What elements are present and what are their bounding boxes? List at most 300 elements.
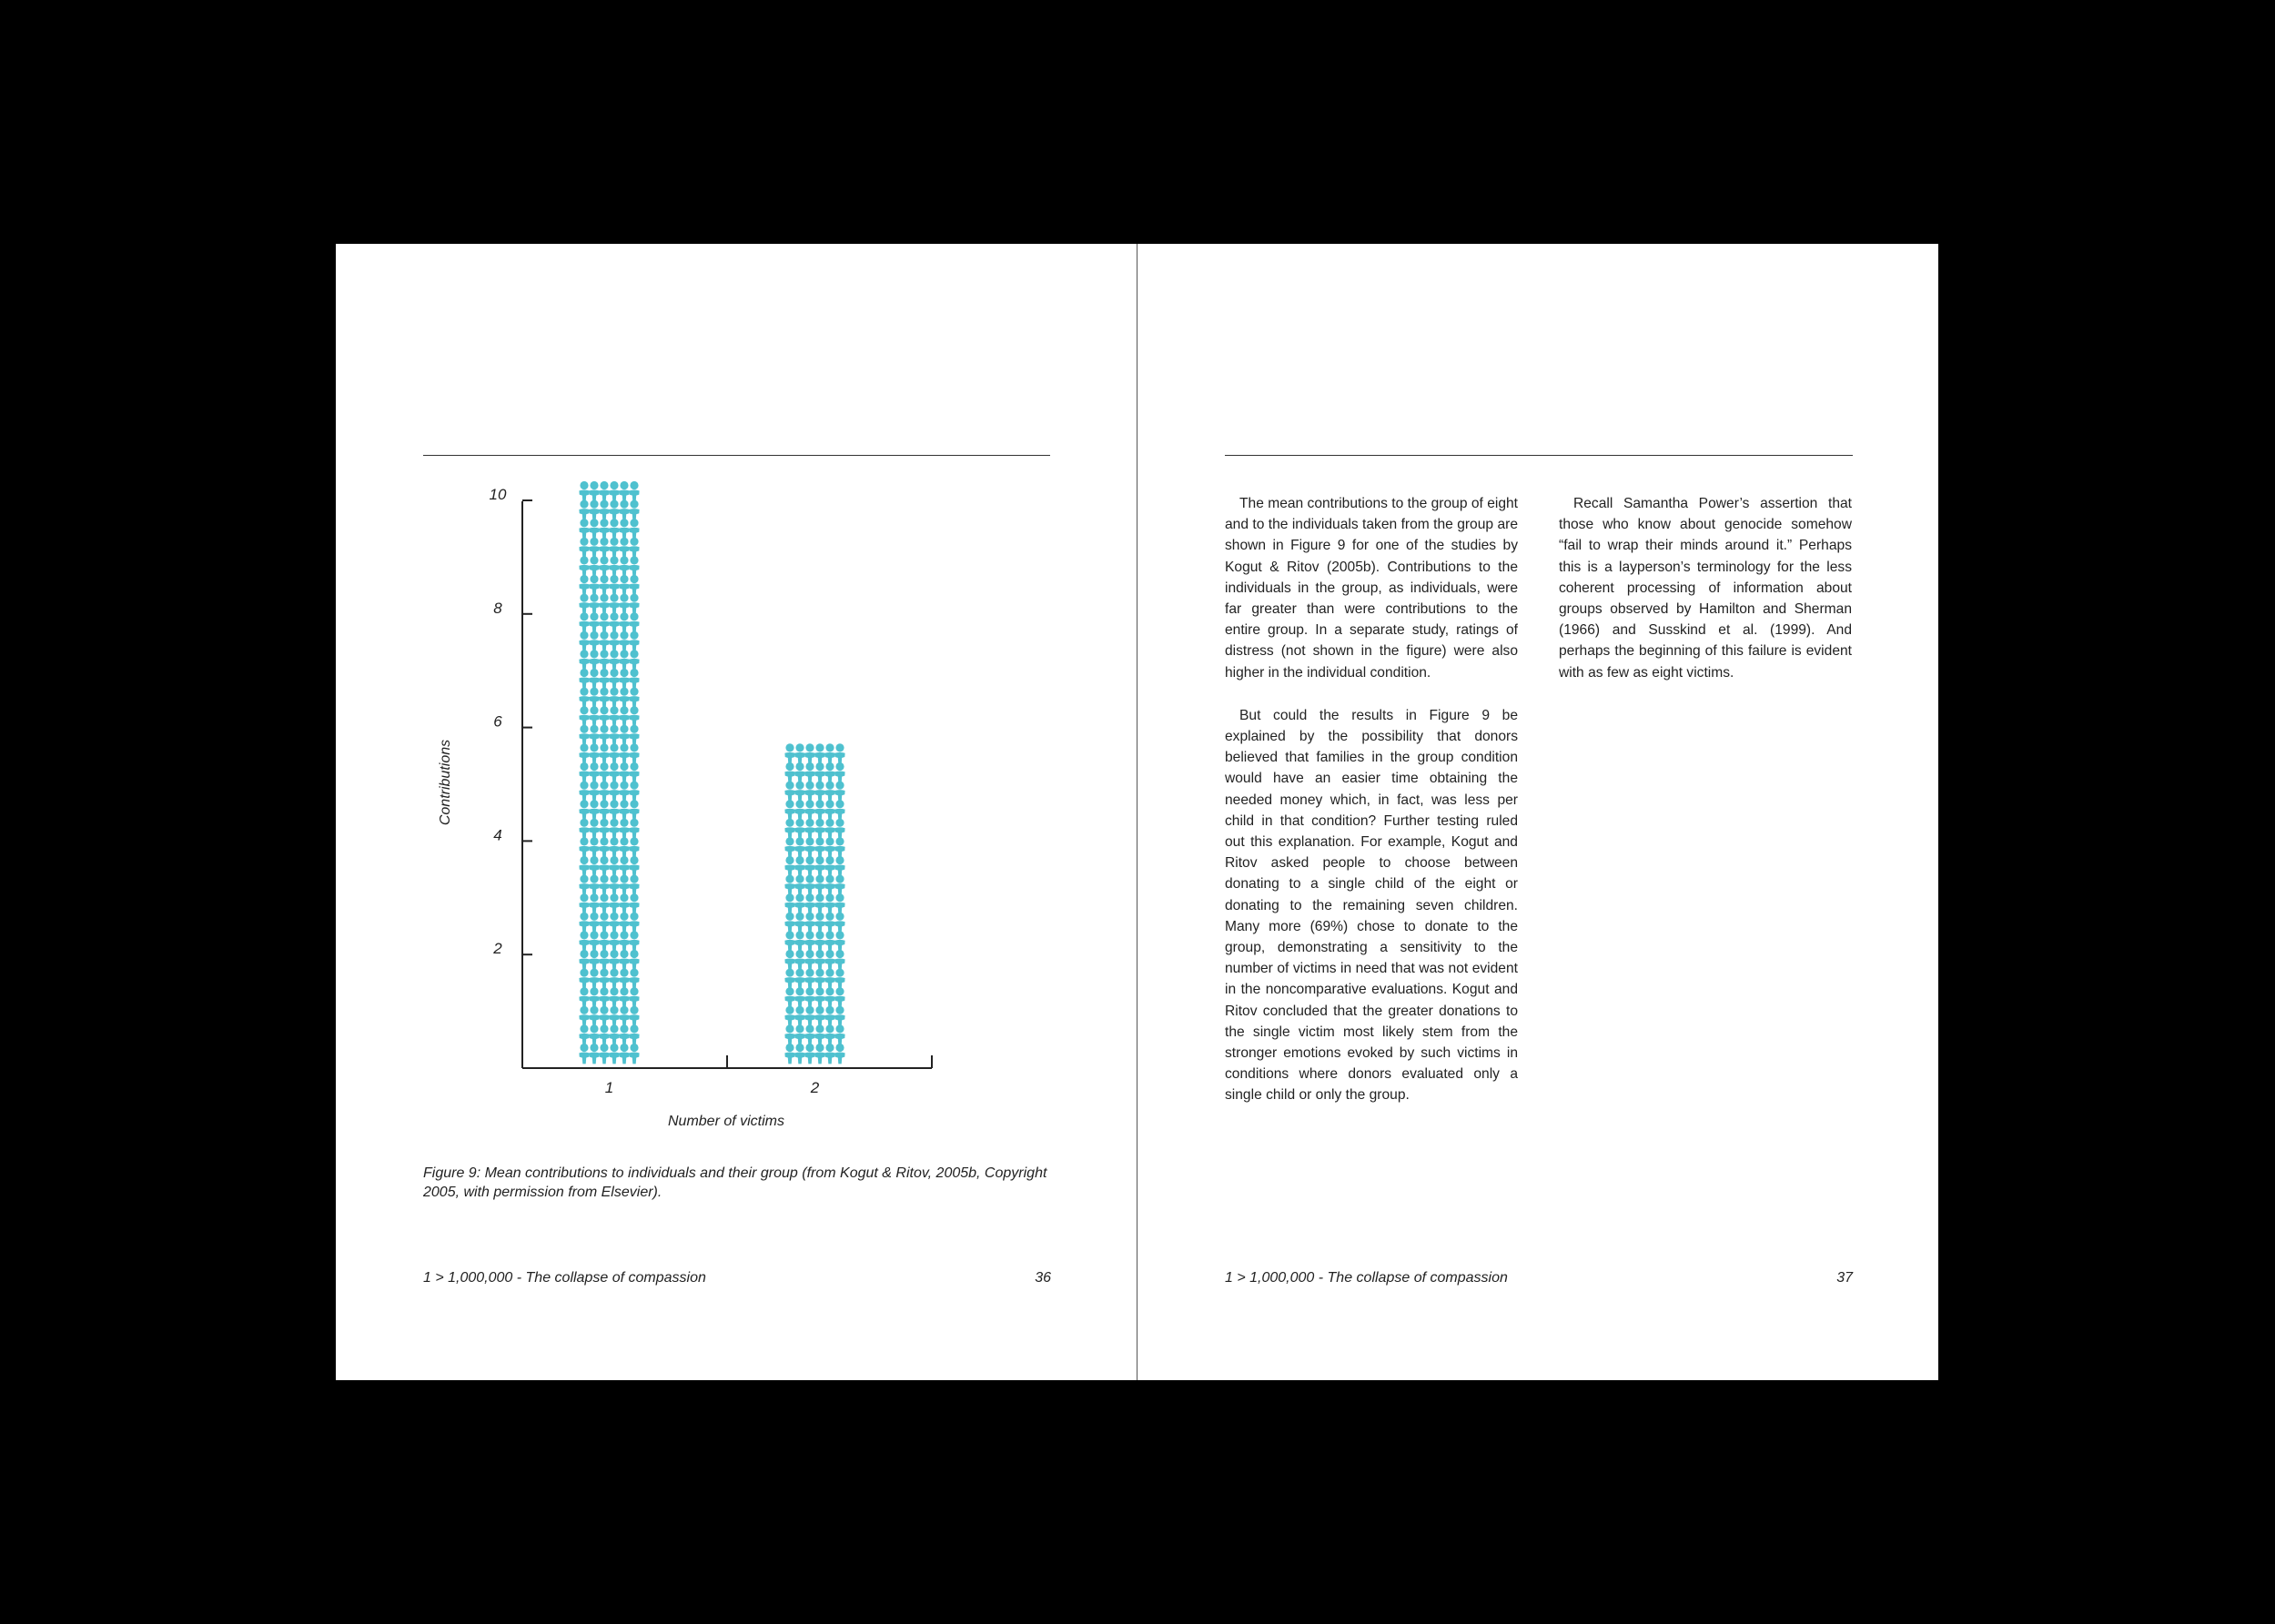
person-icon — [629, 481, 639, 502]
person-icon — [629, 819, 639, 840]
person-icon — [579, 706, 589, 727]
person-icon — [599, 594, 609, 615]
person-icon — [589, 650, 599, 671]
person-icon — [579, 931, 589, 952]
person-icon — [599, 893, 609, 913]
person-icon — [824, 819, 834, 840]
person-icon — [599, 538, 609, 559]
person-icon — [619, 1006, 629, 1027]
person-icon — [579, 875, 589, 896]
person-icon — [609, 725, 619, 746]
x-tick-label: 1 — [604, 1079, 614, 1096]
person-icon — [579, 1044, 589, 1064]
person-icon — [619, 481, 629, 502]
person-icon — [619, 913, 629, 933]
x-axis-title: Number of victims — [667, 1114, 785, 1129]
person-icon — [619, 931, 629, 952]
person-icon — [609, 987, 619, 1007]
person-icon — [609, 969, 619, 990]
person-icon — [629, 800, 639, 820]
person-icon — [824, 969, 834, 990]
y-axis-title: Contributions — [438, 739, 453, 826]
person-icon — [589, 969, 599, 990]
person-icon — [834, 782, 844, 802]
person-icon — [629, 893, 639, 913]
person-icon — [804, 762, 814, 783]
person-icon — [629, 837, 639, 857]
person-icon — [629, 556, 639, 577]
person-icon — [814, 950, 824, 971]
person-icon — [609, 782, 619, 802]
person-icon — [609, 650, 619, 671]
person-icon — [609, 500, 619, 521]
bar-2 — [784, 743, 844, 1064]
person-icon — [619, 556, 629, 577]
person-icon — [619, 987, 629, 1007]
person-icon — [784, 762, 794, 783]
person-icon — [619, 519, 629, 540]
person-icon — [794, 762, 804, 783]
person-icon — [599, 1024, 609, 1045]
person-icon — [589, 725, 599, 746]
person-icon — [589, 612, 599, 633]
person-icon — [589, 594, 599, 615]
person-icon — [619, 1044, 629, 1064]
person-icon — [784, 1044, 794, 1064]
paragraph: Recall Samantha Power’s assertion that those who know about genocide somehow “fail to wrap their minds around it.” Perhaps this is a layperson’s terminology for the less coherent processing of information about groups observed by Hamilton and Sherman (1966) and Susskind et al. (1999). And perhaps the beginning of this failure is evident with as few as eight victims. — [1559, 496, 1852, 681]
person-icon — [579, 987, 589, 1007]
person-icon — [619, 782, 629, 802]
y-tick-label: 10 — [489, 486, 507, 503]
person-icon — [814, 893, 824, 913]
person-icon — [824, 931, 834, 952]
person-icon — [794, 931, 804, 952]
person-icon — [579, 762, 589, 783]
person-icon — [629, 519, 639, 540]
person-icon — [579, 650, 589, 671]
person-icon — [784, 837, 794, 857]
person-icon — [599, 1044, 609, 1064]
person-icon — [579, 893, 589, 913]
person-icon — [589, 743, 599, 763]
person-icon — [629, 931, 639, 952]
person-icon — [784, 931, 794, 952]
person-icon — [629, 762, 639, 783]
chart-bars — [579, 481, 844, 1064]
person-icon — [579, 800, 589, 820]
person-icon — [599, 856, 609, 877]
person-icon — [824, 1044, 834, 1064]
person-icon — [609, 837, 619, 857]
person-icon — [834, 931, 844, 952]
person-icon — [834, 743, 844, 763]
person-icon — [579, 1006, 589, 1027]
person-icon — [834, 837, 844, 857]
person-icon — [794, 800, 804, 820]
person-icon — [794, 893, 804, 913]
person-icon — [794, 969, 804, 990]
person-icon — [794, 987, 804, 1007]
person-icon — [794, 913, 804, 933]
person-icon — [794, 819, 804, 840]
person-icon — [599, 782, 609, 802]
person-icon — [609, 1006, 619, 1027]
person-icon — [619, 594, 629, 615]
person-icon — [599, 950, 609, 971]
person-icon — [824, 837, 834, 857]
person-icon — [804, 743, 814, 763]
person-icon — [794, 856, 804, 877]
person-icon — [579, 669, 589, 690]
person-icon — [834, 762, 844, 783]
person-icon — [804, 969, 814, 990]
person-icon — [629, 1044, 639, 1064]
person-icon — [629, 650, 639, 671]
person-icon — [834, 1024, 844, 1045]
person-icon — [599, 837, 609, 857]
person-icon — [609, 913, 619, 933]
person-icon — [589, 913, 599, 933]
person-icon — [589, 819, 599, 840]
person-icon — [589, 762, 599, 783]
person-icon — [784, 969, 794, 990]
person-icon — [629, 913, 639, 933]
person-icon — [589, 500, 599, 521]
person-icon — [609, 743, 619, 763]
person-icon — [784, 893, 794, 913]
person-icon — [824, 950, 834, 971]
person-icon — [629, 743, 639, 763]
person-icon — [609, 1044, 619, 1064]
person-icon — [619, 819, 629, 840]
footer-title: 1 > 1,000,000 - The collapse of compassion — [423, 1270, 706, 1286]
person-icon — [579, 837, 589, 857]
person-icon — [599, 631, 609, 652]
person-icon — [589, 782, 599, 802]
person-icon — [589, 800, 599, 820]
person-icon — [599, 913, 609, 933]
person-icon — [589, 856, 599, 877]
person-icon — [834, 875, 844, 896]
person-icon — [609, 706, 619, 727]
person-icon — [619, 762, 629, 783]
person-icon — [619, 650, 629, 671]
person-icon — [629, 875, 639, 896]
person-icon — [579, 556, 589, 577]
person-icon — [804, 800, 814, 820]
person-icon — [599, 725, 609, 746]
person-icon — [619, 706, 629, 727]
person-icon — [619, 500, 629, 521]
person-icon — [784, 856, 794, 877]
person-icon — [834, 1006, 844, 1027]
person-icon — [629, 1024, 639, 1045]
person-icon — [804, 913, 814, 933]
person-icon — [609, 762, 619, 783]
person-icon — [589, 837, 599, 857]
person-icon — [834, 1044, 844, 1064]
person-icon — [804, 893, 814, 913]
person-icon — [814, 913, 824, 933]
person-icon — [619, 688, 629, 709]
person-icon — [609, 1024, 619, 1045]
person-icon — [784, 950, 794, 971]
person-icon — [579, 725, 589, 746]
person-icon — [814, 856, 824, 877]
person-icon — [599, 987, 609, 1007]
person-icon — [794, 782, 804, 802]
figure-caption: Figure 9: Mean contributions to individuals and their group (from Kogut & Ritov, 2005b, Copyright 2005, with permission from Elsevier). — [423, 1165, 1047, 1200]
person-icon — [599, 688, 609, 709]
person-icon — [794, 950, 804, 971]
person-icon — [784, 875, 794, 896]
person-icon — [824, 762, 834, 783]
person-icon — [784, 1024, 794, 1045]
person-icon — [579, 481, 589, 502]
person-icon — [619, 800, 629, 820]
person-icon — [824, 987, 834, 1007]
person-icon — [599, 612, 609, 633]
person-icon — [804, 856, 814, 877]
person-icon — [834, 819, 844, 840]
person-icon — [814, 782, 824, 802]
person-icon — [824, 743, 834, 763]
person-icon — [599, 706, 609, 727]
person-icon — [784, 1006, 794, 1027]
left-page — [336, 244, 1137, 1380]
chart-labels — [438, 486, 820, 1129]
person-icon — [834, 950, 844, 971]
person-icon — [804, 875, 814, 896]
person-icon — [589, 688, 599, 709]
person-icon — [629, 612, 639, 633]
person-icon — [589, 1024, 599, 1045]
person-icon — [794, 743, 804, 763]
person-icon — [629, 594, 639, 615]
person-icon — [589, 538, 599, 559]
y-tick-label: 2 — [493, 940, 502, 958]
text-column-2 — [1559, 493, 1852, 705]
person-icon — [589, 481, 599, 502]
footer-title: 1 > 1,000,000 - The collapse of compassion — [1225, 1270, 1508, 1286]
person-icon — [579, 969, 589, 990]
person-icon — [609, 875, 619, 896]
person-icon — [814, 1006, 824, 1027]
person-icon — [834, 969, 844, 990]
person-icon — [579, 612, 589, 633]
person-icon — [609, 856, 619, 877]
person-icon — [619, 725, 629, 746]
person-icon — [609, 931, 619, 952]
person-icon — [814, 819, 824, 840]
person-icon — [629, 1006, 639, 1027]
person-icon — [794, 1044, 804, 1064]
person-icon — [619, 875, 629, 896]
person-icon — [794, 875, 804, 896]
page-number: 36 — [1035, 1270, 1051, 1286]
person-icon — [629, 631, 639, 652]
person-icon — [579, 856, 589, 877]
person-icon — [794, 1006, 804, 1027]
person-icon — [589, 706, 599, 727]
person-icon — [834, 856, 844, 877]
paragraph: The mean contributions to the group of eight and to the individuals taken from the group are shown in Figure 9 for one of the studies by Kogut & Ritov (2005b). Contributions to the individuals in the group, as individuals, were far greater than were contributions to the entire group. In a separate study, ratings of distress (not shown in the figure) were also higher in the individual condition. — [1225, 496, 1519, 681]
person-icon — [619, 612, 629, 633]
person-icon — [589, 950, 599, 971]
person-icon — [609, 612, 619, 633]
person-icon — [619, 969, 629, 990]
person-icon — [834, 987, 844, 1007]
person-icon — [579, 688, 589, 709]
person-icon — [619, 743, 629, 763]
person-icon — [599, 650, 609, 671]
person-icon — [814, 800, 824, 820]
person-icon — [589, 875, 599, 896]
person-icon — [599, 875, 609, 896]
person-icon — [579, 782, 589, 802]
y-tick-label: 8 — [493, 599, 502, 617]
page-number: 37 — [1836, 1270, 1853, 1286]
person-icon — [579, 594, 589, 615]
bar-1 — [579, 481, 639, 1064]
person-icon — [589, 1044, 599, 1064]
person-icon — [609, 519, 619, 540]
person-icon — [589, 893, 599, 913]
person-icon — [814, 762, 824, 783]
person-icon — [629, 538, 639, 559]
person-icon — [579, 819, 589, 840]
person-icon — [599, 575, 609, 596]
person-icon — [619, 950, 629, 971]
person-icon — [814, 931, 824, 952]
person-icon — [619, 669, 629, 690]
person-icon — [609, 594, 619, 615]
person-icon — [804, 837, 814, 857]
person-icon — [599, 931, 609, 952]
person-icon — [824, 1024, 834, 1045]
x-tick-label: 2 — [810, 1079, 820, 1096]
person-icon — [589, 519, 599, 540]
person-icon — [609, 538, 619, 559]
person-icon — [589, 987, 599, 1007]
person-icon — [784, 987, 794, 1007]
person-icon — [619, 631, 629, 652]
y-tick-label: 4 — [493, 826, 502, 844]
person-icon — [619, 856, 629, 877]
person-icon — [824, 913, 834, 933]
person-icon — [609, 669, 619, 690]
person-icon — [579, 631, 589, 652]
person-icon — [619, 1024, 629, 1045]
person-icon — [804, 1044, 814, 1064]
person-icon — [579, 743, 589, 763]
header-rule — [1225, 455, 1853, 456]
person-icon — [609, 800, 619, 820]
person-icon — [794, 837, 804, 857]
person-icon — [804, 819, 814, 840]
person-icon — [609, 950, 619, 971]
person-icon — [599, 519, 609, 540]
paragraph: But could the results in Figure 9 be explained by the possibility that donors believed that families in the group condition would have an easier time obtaining the needed money which, in fact, was less per child in that condition? Further testing ruled out this explanation. For example, Kogut and Ritov asked people to choose between donating to a single child of the eight or donating to the remaining seven children. Many more (69%) chose to donate to the group, demonstrating a sensitivity to the number of victims in need that was not evident in the noncomparative evaluations. Kogut and Ritov concluded that the greater donations to the single victim most likely stem from the stronger emotions evoked by such victims in conditions where donors evaluated only a single child or only the group. — [1225, 707, 1518, 1104]
person-icon — [814, 969, 824, 990]
person-icon — [579, 913, 589, 933]
y-tick-label: 6 — [493, 712, 502, 731]
person-icon — [609, 575, 619, 596]
person-icon — [794, 1024, 804, 1045]
person-icon — [814, 875, 824, 896]
person-icon — [579, 538, 589, 559]
person-icon — [629, 500, 639, 521]
person-icon — [619, 837, 629, 857]
person-icon — [629, 725, 639, 746]
person-icon — [609, 819, 619, 840]
person-icon — [579, 950, 589, 971]
person-icon — [804, 987, 814, 1007]
person-icon — [629, 575, 639, 596]
contributions-chart — [336, 244, 1137, 1154]
person-icon — [619, 575, 629, 596]
person-icon — [834, 800, 844, 820]
person-icon — [589, 669, 599, 690]
person-icon — [814, 837, 824, 857]
person-icon — [784, 819, 794, 840]
person-icon — [804, 782, 814, 802]
person-icon — [629, 950, 639, 971]
person-icon — [804, 1024, 814, 1045]
person-icon — [824, 875, 834, 896]
person-icon — [834, 893, 844, 913]
person-icon — [824, 1006, 834, 1027]
person-icon — [609, 631, 619, 652]
person-icon — [824, 893, 834, 913]
person-icon — [579, 500, 589, 521]
person-icon — [589, 1006, 599, 1027]
person-icon — [579, 519, 589, 540]
person-icon — [609, 893, 619, 913]
person-icon — [814, 1024, 824, 1045]
person-icon — [609, 481, 619, 502]
person-icon — [589, 556, 599, 577]
person-icon — [589, 575, 599, 596]
person-icon — [599, 669, 609, 690]
person-icon — [824, 782, 834, 802]
person-icon — [609, 556, 619, 577]
person-icon — [629, 669, 639, 690]
person-icon — [599, 481, 609, 502]
person-icon — [579, 1024, 589, 1045]
person-icon — [619, 893, 629, 913]
person-icon — [599, 969, 609, 990]
person-icon — [824, 800, 834, 820]
person-icon — [599, 1006, 609, 1027]
person-icon — [834, 913, 844, 933]
person-icon — [589, 631, 599, 652]
person-icon — [599, 743, 609, 763]
person-icon — [804, 950, 814, 971]
person-icon — [814, 987, 824, 1007]
person-icon — [629, 782, 639, 802]
person-icon — [784, 782, 794, 802]
person-icon — [599, 819, 609, 840]
person-icon — [804, 931, 814, 952]
text-column-1 — [1225, 493, 1518, 1128]
person-icon — [784, 913, 794, 933]
person-icon — [824, 856, 834, 877]
person-icon — [599, 800, 609, 820]
person-icon — [804, 1006, 814, 1027]
person-icon — [629, 856, 639, 877]
person-icon — [784, 743, 794, 763]
